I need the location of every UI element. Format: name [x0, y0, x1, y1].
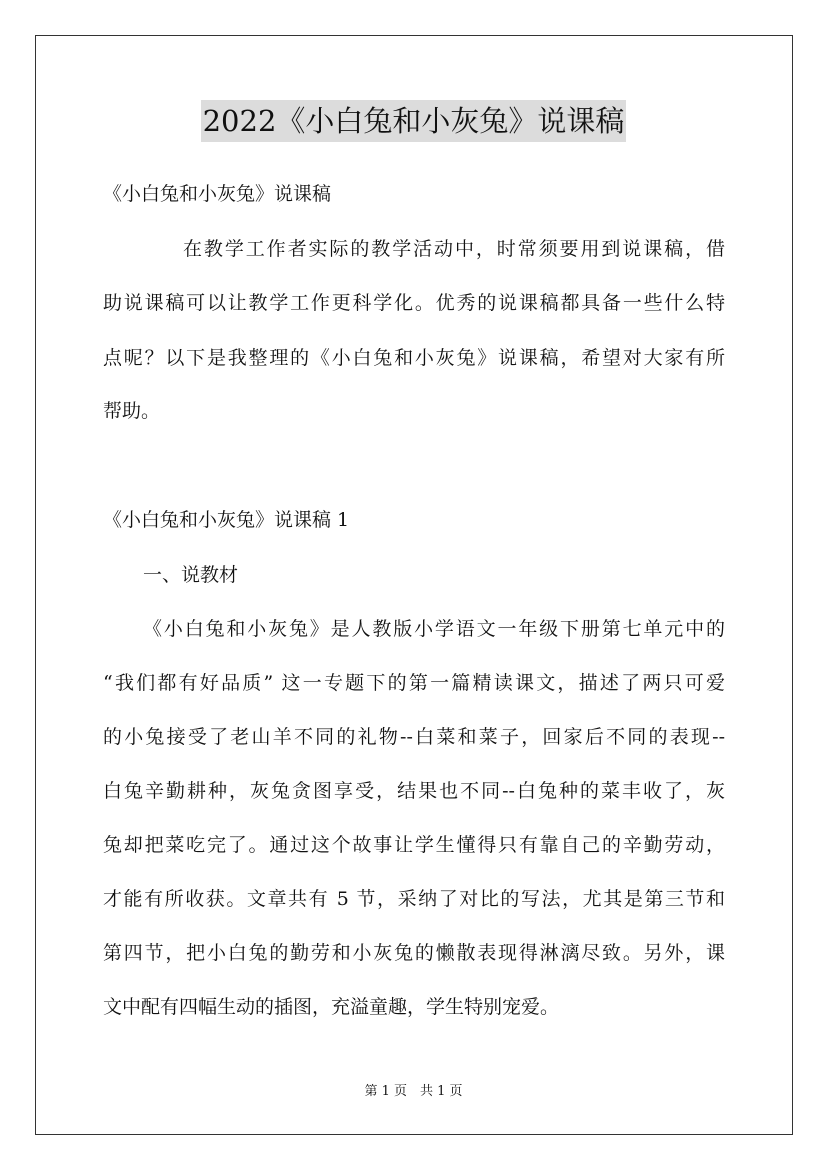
body-line-7: 第四节，把小白兔的勤劳和小灰兔的懒散表现得淋漓尽致。另外，课	[103, 942, 725, 964]
intro-line-4: 帮助。	[103, 400, 161, 422]
body-line-6: 才能有所收获。文章共有 5 节，采纳了对比的写法，尤其是第三节和	[103, 888, 725, 910]
section-title: 《小白兔和小灰兔》说课稿 1	[103, 509, 350, 531]
title-container	[0, 100, 827, 142]
page-footer: 第 1 页 共 1 页	[364, 1084, 463, 1099]
body-line-1: 《小白兔和小灰兔》是人教版小学语文一年级下册第七单元中的	[143, 618, 725, 640]
document-title: 2022《小白兔和小灰兔》说课稿	[201, 100, 627, 142]
intro-line-2: 助说课稿可以让教学工作更科学化。优秀的说课稿都具备一些什么特	[103, 292, 725, 314]
intro-line-3: 点呢？以下是我整理的《小白兔和小灰兔》说课稿，希望对大家有所	[103, 347, 725, 369]
body-line-5: 兔却把菜吃完了。通过这个故事让学生懂得只有靠自己的辛勤劳动，	[103, 834, 725, 856]
heading-teaching-material: 一、说教材	[143, 564, 239, 586]
body-line-3: 的小兔接受了老山羊不同的礼物--白菜和菜子，回家后不同的表现--	[103, 726, 725, 748]
intro-line-1: 在教学工作者实际的教学活动中，时常须要用到说课稿，借	[183, 238, 725, 260]
subtitle: 《小白兔和小灰兔》说课稿	[103, 183, 332, 205]
body-line-4: 白兔辛勤耕种，灰兔贪图享受，结果也不同--白兔种的菜丰收了，灰	[103, 780, 725, 802]
body-line-8: 文中配有四幅生动的插图，充溢童趣，学生特别宠爱。	[103, 996, 560, 1018]
body-line-2: “我们都有好品质” 这一专题下的第一篇精读课文，描述了两只可爱	[103, 672, 725, 694]
